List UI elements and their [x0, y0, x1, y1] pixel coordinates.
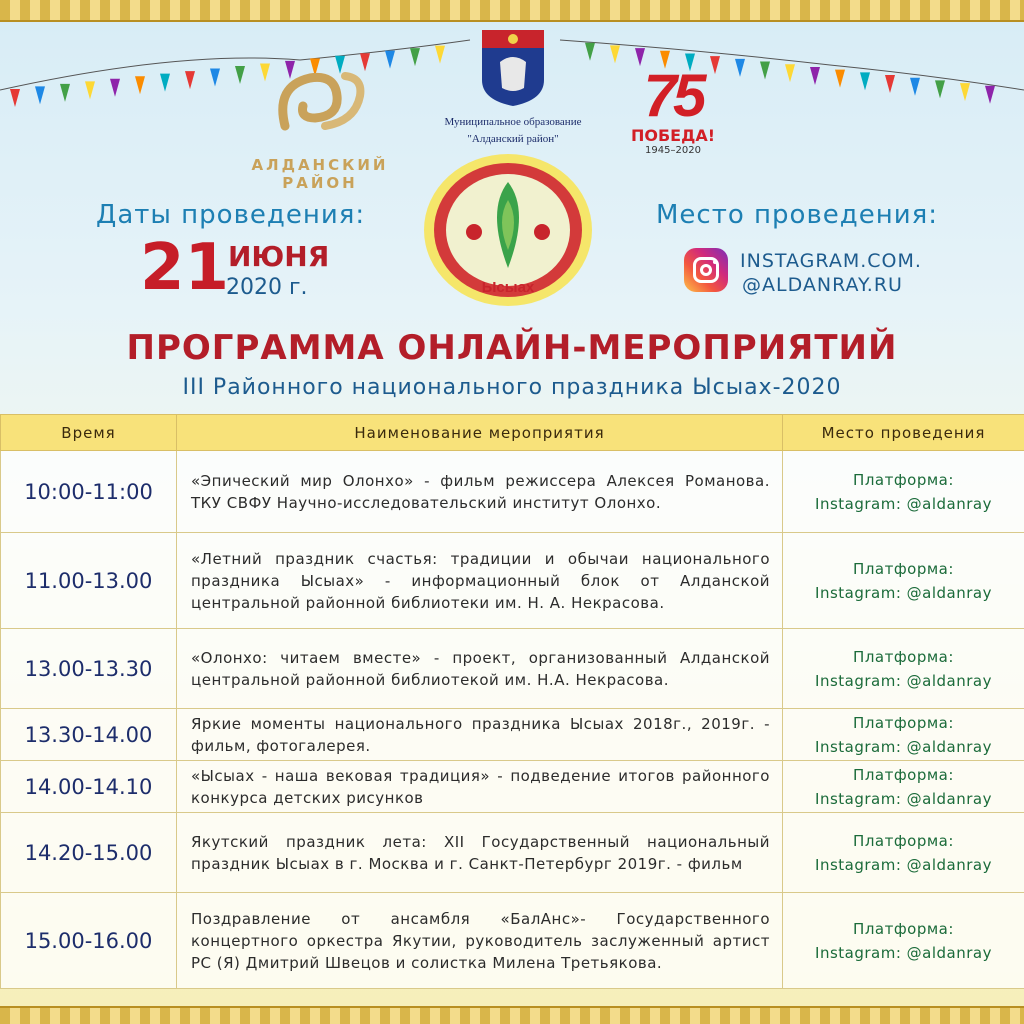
row-time: 14.00-14.10 — [1, 761, 177, 813]
garland-flag — [160, 74, 170, 92]
row-place — [783, 813, 1024, 893]
garland-flag — [85, 81, 95, 99]
instagram-icon[interactable] — [684, 248, 728, 292]
row-description: «Эпический мир Олонхо» - фильм режиссера Алексея Романова. ТКУ СВФУ Научно-исследовательский институт Олонхо. — [177, 451, 783, 533]
garland-flag — [10, 89, 20, 107]
row-place-label: Платформа: — [853, 713, 954, 732]
header-event: Наименование мероприятия — [177, 415, 783, 451]
garland-flag — [860, 72, 870, 90]
victory-number: 75 — [643, 62, 703, 129]
table-row — [1, 709, 1024, 761]
row-place — [783, 761, 1024, 813]
venue-label: Место проведения: — [656, 200, 939, 230]
garland-flag — [960, 83, 970, 101]
emblem-text: Ысыах — [481, 279, 535, 296]
row-description: «Летний праздник счастья: традиции и обычаи национального праздника Ысыах» - информационный блок от Алданской центральной районной библиотеки им. Н. А. Некрасова. — [177, 533, 783, 629]
garland-flag — [760, 62, 770, 80]
row-place-label: Платформа: — [853, 470, 954, 489]
row-place-handle[interactable]: Instagram: @aldanray — [815, 855, 992, 874]
date-day: 21 — [140, 231, 230, 305]
date-month: ИЮНЯ — [228, 240, 330, 273]
garland-flag — [60, 84, 70, 102]
row-place-handle[interactable]: Instagram: @aldanray — [815, 943, 992, 962]
row-place-label: Платформа: — [853, 647, 954, 666]
table-row — [1, 451, 1024, 533]
row-time: 10:00-11:00 — [1, 451, 177, 533]
row-description: Якутский праздник лета: XII Государственный национальный праздник Ысыах в г. Москва и г. Санкт-Петербург 2019г. - фильм — [177, 813, 783, 893]
row-place-handle[interactable]: Instagram: @aldanray — [815, 671, 992, 690]
row-place — [783, 709, 1024, 761]
program-table — [0, 414, 1024, 989]
row-place-handle[interactable]: Instagram: @aldanray — [815, 789, 992, 808]
garland-flag — [35, 86, 45, 104]
garland-flag — [135, 76, 145, 94]
table-row — [1, 813, 1024, 893]
garland-flag — [885, 75, 895, 93]
row-time: 14.20-15.00 — [1, 813, 177, 893]
page-subtitle: III Районного национального праздника Ысыах-2020 — [182, 375, 842, 400]
row-time: 15.00-16.00 — [1, 893, 177, 989]
garland-flag — [810, 67, 820, 85]
district-logo — [210, 66, 430, 192]
row-time: 13.00-13.30 — [1, 629, 177, 709]
garland-flag — [110, 79, 120, 97]
row-place-handle[interactable]: Instagram: @aldanray — [815, 737, 992, 756]
garland-flag — [185, 71, 195, 89]
table-row — [1, 533, 1024, 629]
row-place — [783, 533, 1024, 629]
row-place-label: Платформа: — [853, 919, 954, 938]
row-place-handle[interactable]: Instagram: @aldanray — [815, 494, 992, 513]
coat-of-arms-shield — [478, 28, 548, 108]
page-title: ПРОГРАММА ОНЛАЙН-МЕРОПРИЯТИЙ — [126, 328, 898, 368]
garland-flag — [935, 80, 945, 98]
row-place-label: Платформа: — [853, 559, 954, 578]
garland-flag — [985, 86, 995, 104]
date-year: 2020 г. — [226, 275, 308, 300]
victory-word: ПОБЕДА! — [630, 126, 716, 145]
row-place — [783, 893, 1024, 989]
district-logo-mark — [265, 66, 375, 146]
row-description: «Ысыах - наша вековая традиция» - подведение итогов районного конкурса детских рисунков — [177, 761, 783, 813]
row-description: «Олонхо: читаем вместе» - проект, организованный Алданской центральной районной библиотекой им. Н.А. Некрасова. — [177, 629, 783, 709]
row-description: Поздравление от ансамбля «БалАнс»- Государственного концертного оркестра Якутии, руководитель заслуженный артист РС (Я) Дмитрий Швецов и солистка Милена Третьякова. — [177, 893, 783, 989]
row-time: 11.00-13.00 — [1, 533, 177, 629]
coat-of-arms — [418, 28, 608, 146]
coat-caption-line1: Муниципальное образование — [444, 116, 582, 128]
venue-line2[interactable]: @ALDANRAY.RU — [742, 274, 903, 296]
venue-line1[interactable]: INSTAGRAM.COM. — [740, 250, 922, 272]
row-place — [783, 451, 1024, 533]
row-place — [783, 629, 1024, 709]
row-place-label: Платформа: — [853, 831, 954, 850]
row-place-handle[interactable]: Instagram: @aldanray — [815, 583, 992, 602]
garland-flag — [735, 59, 745, 77]
district-logo-text: АЛДАНСКИЙ РАЙОН — [251, 156, 389, 192]
row-place-label: Платформа: — [853, 765, 954, 784]
garland-flag — [910, 78, 920, 96]
row-description: Яркие моменты национального праздника Ысыах 2018г., 2019г. - фильм, фотогалерея. — [177, 709, 783, 761]
table-row — [1, 761, 1024, 813]
coat-caption-line2: "Алданский район" — [467, 133, 559, 145]
garland-flag — [835, 70, 845, 88]
garland-flag — [610, 45, 620, 63]
header-time: Время — [1, 415, 177, 451]
dates-label: Даты проведения: — [96, 200, 366, 230]
row-time: 13.30-14.00 — [1, 709, 177, 761]
table-row — [1, 893, 1024, 989]
garland-flag — [785, 64, 795, 82]
table-row — [1, 629, 1024, 709]
ornament-border-top — [0, 0, 1024, 22]
victory-years: 1945–2020 — [645, 145, 701, 156]
festival-emblem — [420, 150, 596, 310]
table-header-row — [1, 415, 1024, 451]
victory-75-logo — [618, 62, 728, 156]
header-place: Место проведения — [783, 415, 1024, 451]
ornament-border-bottom — [0, 1006, 1024, 1024]
